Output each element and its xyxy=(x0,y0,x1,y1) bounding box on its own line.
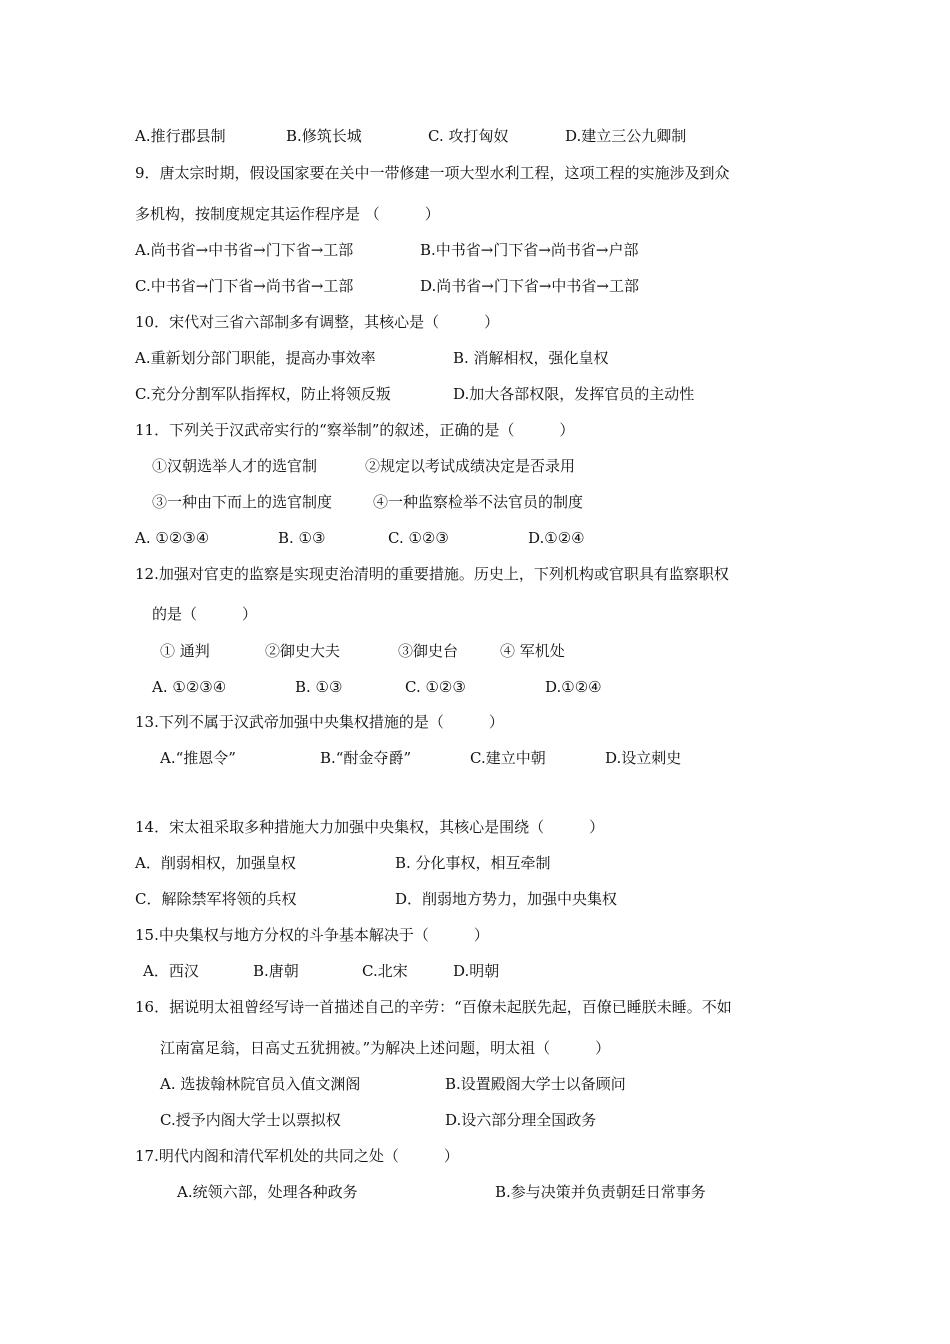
q15-option-b: B.唐朝 xyxy=(253,962,299,980)
q16-option-d: D.设六部分理全国政务 xyxy=(445,1111,597,1129)
q16-option-b: B.设置殿阁大学士以备顾问 xyxy=(445,1075,626,1093)
q13-stem: 13.下列不属于汉武帝加强中央集权措施的是（ ） xyxy=(135,713,504,731)
q11-option-a: A. ①②③④ xyxy=(135,529,210,547)
q12-item-2: ②御史大夫 xyxy=(265,642,341,660)
q12-item-1: ① 通判 xyxy=(160,642,210,660)
q8-option-a: A.推行郡县制 xyxy=(135,127,226,145)
q14-option-c: C．解除禁军将领的兵权 xyxy=(135,890,297,908)
q13-option-c: C.建立中朝 xyxy=(470,749,546,767)
q11-stem: 11．下列关于汉武帝实行的“察举制”的叙述，正确的是（ ） xyxy=(135,421,575,439)
q9-option-a: A.尚书省→中书省→门下省→工部 xyxy=(135,241,354,259)
q13-option-b: B.“酎金夺爵” xyxy=(320,749,412,767)
q12-option-a: A. ①②③④ xyxy=(152,678,227,696)
q9-option-d: D.尚书省→门下省→中书省→工部 xyxy=(420,277,639,295)
q11-option-b: B. ①③ xyxy=(278,529,326,547)
q17-option-b: B.参与决策并负责朝廷日常事务 xyxy=(495,1183,706,1201)
q8-option-d: D.建立三公九卿制 xyxy=(565,127,687,145)
q10-option-c: C.充分分割军队指挥权，防止将领反叛 xyxy=(135,385,391,403)
q9-stem-line-1: 9．唐太宗时期，假设国家要在关中一带修建一项大型水利工程，这项工程的实施涉及到众 xyxy=(135,164,730,182)
q16-option-c: C.授予内阁大学士以票拟权 xyxy=(160,1111,341,1129)
q10-option-d: D.加大各部权限，发挥官员的主动性 xyxy=(453,385,695,403)
q11-item-3: ③一种由下而上的选官制度 xyxy=(152,493,333,511)
q14-option-b: B. 分化事权，相互牵制 xyxy=(395,854,551,872)
q11-item-2: ②规定以考试成绩决定是否录用 xyxy=(365,457,576,475)
q12-item-3: ③御史台 xyxy=(398,642,459,660)
q9-option-c: C.中书省→门下省→尚书省→工部 xyxy=(135,277,354,295)
q9-option-b: B.中书省→门下省→尚书省→户部 xyxy=(420,241,639,259)
q14-stem: 14．宋太祖采取多种措施大力加强中央集权，其核心是围绕（ ） xyxy=(135,818,605,836)
q11-item-4: ④一种监察检举不法官员的制度 xyxy=(373,493,584,511)
q10-option-b: B. 消解相权，强化皇权 xyxy=(453,349,609,367)
q11-item-1: ①汉朝选举人才的选官制 xyxy=(152,457,318,475)
q12-option-b: B. ①③ xyxy=(295,678,343,696)
q13-option-d: D.设立刺史 xyxy=(605,749,682,767)
q12-option-d: D.①②④ xyxy=(545,678,602,696)
q14-option-a: A．削弱相权，加强皇权 xyxy=(135,854,296,872)
q13-option-a: A.“推恩令” xyxy=(160,749,236,767)
q11-option-c: C. ①②③ xyxy=(388,529,449,547)
q15-stem: 15.中央集权与地方分权的斗争基本解决于（ ） xyxy=(135,926,489,944)
q12-item-4: ④ 军机处 xyxy=(500,642,565,660)
q10-option-a: A.重新划分部门职能，提高办事效率 xyxy=(135,349,376,367)
q15-option-d: D.明朝 xyxy=(453,962,500,980)
q14-option-d: D．削弱地方势力，加强中央集权 xyxy=(395,890,618,908)
q9-stem-line-2: 多机构，按制度规定其运作程序是 （ ） xyxy=(135,205,440,223)
q11-option-d: D.①②④ xyxy=(528,529,585,547)
q15-option-c: C.北宋 xyxy=(362,962,408,980)
q8-option-c: C. 攻打匈奴 xyxy=(428,127,509,145)
q16-stem-line-2: 江南富足翁，日高丈五犹拥被。”为解决上述问题，明太祖（ ） xyxy=(160,1039,611,1057)
q17-stem: 17.明代内阁和清代军机处的共同之处（ ） xyxy=(135,1147,459,1165)
q10-stem: 10．宋代对三省六部制多有调整，其核心是（ ） xyxy=(135,313,500,331)
q15-option-a: A．西汉 xyxy=(143,962,199,980)
q17-option-a: A.统领六部，处理各种政务 xyxy=(177,1183,358,1201)
q8-option-b: B.修筑长城 xyxy=(286,127,362,145)
q12-stem-line-1: 12.加强对官吏的监察是实现吏治清明的重要措施。历史上，下列机构或官职具有监察职权 xyxy=(135,565,729,583)
q12-stem-line-2: 的是（ ） xyxy=(152,605,258,623)
q16-stem-line-1: 16．据说明太祖曾经写诗一首描述自己的辛劳：“百僚未起朕先起，百僚已睡朕未睡。不如 xyxy=(135,998,732,1016)
q16-option-a: A. 选拔翰林院官员入值文渊阁 xyxy=(160,1075,361,1093)
q12-option-c: C. ①②③ xyxy=(405,678,466,696)
